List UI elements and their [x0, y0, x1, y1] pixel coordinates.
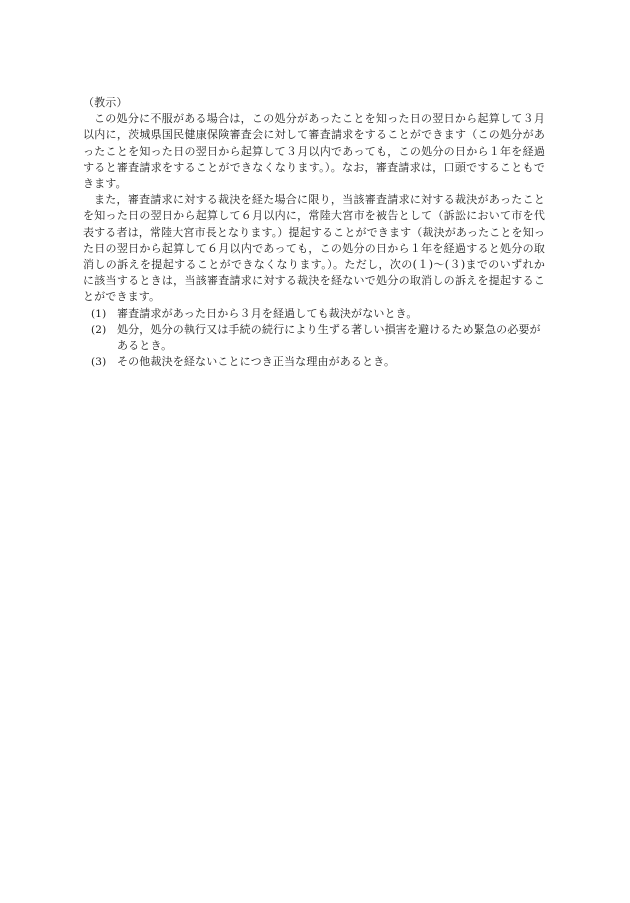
list-item-number: (3)	[91, 356, 107, 369]
notice-heading: （教示）	[83, 96, 128, 109]
list-item-number: (1)	[91, 307, 107, 320]
list-item	[83, 306, 545, 322]
appeal-paragraph: この処分に不服がある場合は，この処分があったことを知った日の翌日から起算して３月以内に，茨城県国民健康保険審査会に対して審査請求をすることができます（この処分があったことを知った日の翌日から起算して３月以内であっても，この処分の日から１年を経過すると審査請求をすることができなくなります。）。なお，審査請求は，口頭ですることもできます。	[83, 112, 545, 191]
list-item-text: 審査請求があった日から３月を経過しても裁決がないとき。	[117, 306, 418, 320]
exception-list	[83, 306, 545, 371]
list-item	[83, 354, 545, 370]
notice-document	[83, 95, 545, 370]
list-item-text: 処分，処分の執行又は手続の続行により生ずる著しい損害を避けるため緊急の必要があるとき。	[117, 322, 541, 353]
list-item-number: (2)	[91, 323, 107, 336]
list-item-text: その他裁決を経ないことにつき正当な理由があるとき。	[117, 355, 396, 369]
list-item	[83, 322, 545, 354]
lawsuit-paragraph: また，審査請求に対する裁決を経た場合に限り，当該審査請求に対する裁決があったことを知った日の翌日から起算して６月以内に，常陸大宮市を被告として（訴訟において市を代表する者は，常陸大宮市長となります。）提起することができます（裁決があったことを知った日の翌日から起算して６月以内であっても，この処分の日から１年を経過すると処分の取消しの訴えを提起することができなくなります。）。ただし，次の(１)～(３)までのいずれかに該当するときは，当該審査請求に対する裁決を経ないで処分の取消しの訴えを提起することができます。	[83, 193, 545, 304]
